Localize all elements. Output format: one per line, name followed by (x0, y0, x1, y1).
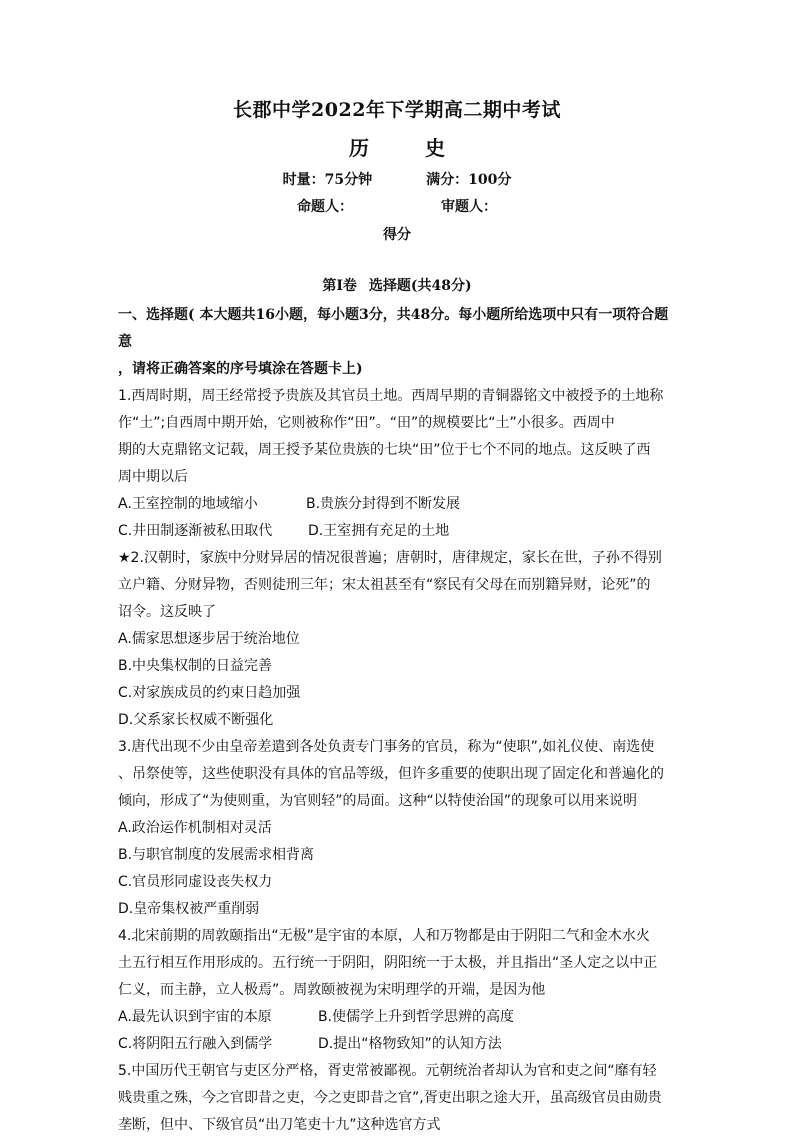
option-b: B.贵族分封得到不断发展 (306, 496, 461, 512)
question-5-line: 5.中国历代王朝官与吏区分严格，胥吏常被鄙视。元朝统治者却认为官和吏之间“靡有轻 (118, 1063, 657, 1079)
subject-char-2: 史 (425, 136, 445, 160)
option-b: B.中央集权制的日益完善 (118, 658, 273, 674)
part-subtitle: 选择题(共48分) (368, 278, 472, 294)
time-label: 时量：75分钟 (282, 172, 373, 188)
option-d: D.王室拥有充足的土地 (308, 523, 450, 539)
question-1-line: 期的大克鼎铭文记载，周王授予某位贵族的七块“田”位于七个不同的地点。这反映了西 (118, 442, 651, 458)
option-d: D.父系家长权威不断强化 (118, 712, 274, 728)
option-c: C.井田制逐渐被私田取代 (118, 523, 273, 539)
reviewer-label: 审题人： (441, 199, 497, 215)
question-2-line: ★2.汉朝时，家族中分财异居的情况很普遍；唐朝时，唐律规定，家长在世，子孙不得别 (118, 550, 662, 566)
exam-title: 长郡中学2022年下学期高二期中考试 (233, 99, 561, 121)
exam-time-score (0, 169, 794, 189)
option-c: C.官员形同虚设丧失权力 (118, 874, 273, 890)
question-3-line: 倾向，形成了“为使则重，为官则轻”的局面。这种“以特使治国”的现象可以用来说明 (118, 793, 638, 809)
option-c: C.对家族成员的约束日趋加强 (118, 685, 301, 701)
option-a: A.王室控制的地域缩小 (118, 496, 258, 512)
subject-title (0, 132, 794, 161)
option-a: A.最先认识到宇宙的本原 (118, 1009, 272, 1025)
question-5-line: 垄断，但中、下级官员“出刀笔吏十九”这种选官方式 (118, 1117, 441, 1133)
question-1-line: 周中期以后 (118, 469, 188, 485)
setter-label: 命题人： (297, 199, 353, 215)
question-1-line: 1.西周时期，周王经常授予贵族及其官员土地。西周早期的青铜器铭文中被授予的土地称 (118, 388, 664, 404)
score-label: 得分 (383, 227, 411, 243)
full-score-label: 满分：100分 (426, 172, 512, 188)
option-b: B.使儒学上升到哲学思辨的高度 (318, 1009, 515, 1025)
question-2-line: 诏令。这反映了 (118, 604, 216, 620)
question-3-line: 3.唐代出现不少由皇帝差遣到各处负责专门事务的官员，称为“使职”,如礼仪使、南选使 (118, 739, 655, 755)
question-1-line: 作“土”;自西周中期开始，它则被称作“田”。“田”的规模要比“土”小很多。西周中 (118, 415, 615, 431)
option-b: B.与职官制度的发展需求相背离 (118, 847, 315, 863)
question-5-line: 贱贵重之殊，今之官即昔之吏，今之吏即昔之官”,胥吏出职之途大开，虽高级官员由勋贵 (118, 1090, 662, 1106)
option-a: A.政治运作机制相对灵活 (118, 820, 272, 836)
question-4-line: 土五行相互作用形成的。五行统一于阴阳，阴阳统一于太极，并且指出“圣人定之以中正 (118, 955, 658, 971)
subject-char-1: 历 (349, 136, 369, 160)
option-d: D.皇帝集权被严重削弱 (118, 901, 260, 917)
option-c: C.将阴阳五行融入到儒学 (118, 1036, 273, 1052)
question-4-options-row (118, 1031, 678, 1058)
question-4-options-row (118, 1004, 678, 1031)
question-4-line: 4.北宋前期的周敦颐指出“无极”是宇宙的本原，人和万物都是由于阴阳二气和金木水火 (118, 928, 650, 944)
option-a: A.儒家思想逐步居于统治地位 (118, 631, 300, 647)
instruction-line: ，请将正确答案的序号填涂在答题卡上) (118, 361, 363, 377)
question-1-options-row (118, 491, 678, 518)
question-4-line: 仁义，而主静，立人极焉”。周敦颐被视为宋明理学的开端，是因为他 (118, 982, 546, 998)
question-content (118, 302, 678, 1139)
question-1-options-row (118, 518, 678, 545)
instruction-line: 一、选择题( 本大题共16小题，每小题3分，共48分。每小题所给选项中只有一项符合题意 (118, 307, 669, 350)
part-title: 第Ⅰ卷 (322, 278, 357, 294)
exam-authors (0, 196, 794, 216)
question-2-line: 立户籍、分财异物，否则徒刑三年；宋太祖甚至有“察民有父母在而别籍异财，论死”的 (118, 577, 651, 593)
question-3-line: 、吊祭使等，这些使职没有具体的官品等级，但许多重要的使职出现了固定化和普遍化的 (118, 766, 664, 782)
part-heading (0, 275, 794, 295)
option-d: D.提出“格物致知”的认知方法 (318, 1036, 502, 1052)
